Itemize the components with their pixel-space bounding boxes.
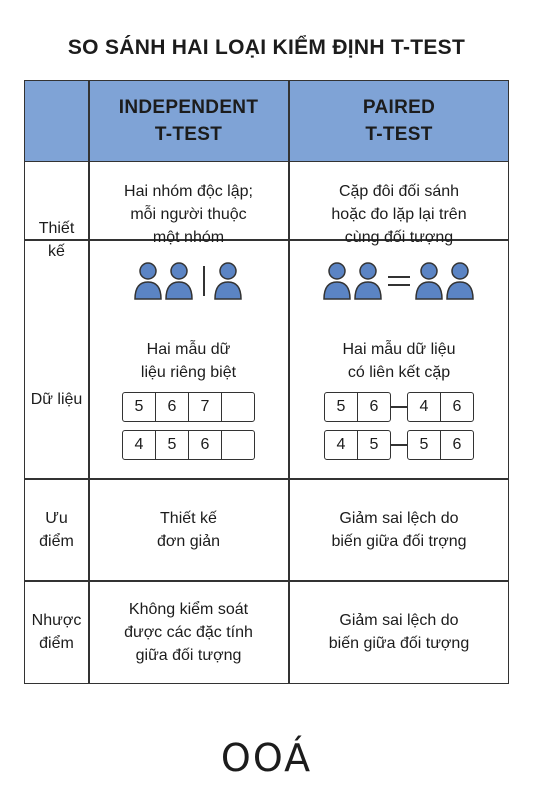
value-box: 4 — [123, 431, 156, 459]
value-box — [222, 431, 254, 459]
person-pair-icon — [133, 261, 195, 301]
advantages-paired: Giảm sai lệch do biến giữa đối trợng — [331, 509, 467, 550]
value-box: 6 — [369, 398, 379, 415]
design-paired-text: Cặp đôi đối sánh hoặc đo lặp lại trên cùng đối tượng — [331, 182, 467, 246]
pair-link-icon — [391, 406, 407, 408]
value-box: 7 — [189, 393, 222, 421]
value-box: 5 — [156, 431, 189, 459]
data-paired-text: Hai mẫu dữ liệu có liên kết cặp — [342, 341, 456, 381]
header-independent — [89, 81, 288, 161]
paired-sample-row-1 — [324, 392, 474, 422]
value-box: 6 — [452, 436, 462, 453]
row-label-design: Thiết kế — [38, 220, 75, 260]
page-title: SO SÁNH HAI LOẠI KIỂM ĐỊNH T-TEST — [67, 36, 466, 59]
row-label-data: Dữ liệu — [30, 390, 83, 408]
value-box: 5 — [123, 393, 156, 421]
header-paired-label: PAIRED T-TEST — [362, 97, 436, 145]
person-icon — [213, 261, 244, 301]
row-label-disadvantages: Nhược điểm — [31, 612, 82, 652]
footer-logo-text: OOÁ — [220, 736, 313, 780]
value-box: 5 — [369, 436, 379, 453]
divider-icon — [203, 266, 205, 296]
value-box: 5 — [408, 431, 441, 459]
value-box: 6 — [189, 431, 222, 459]
value-box: 6 — [452, 398, 462, 415]
value-box: 4 — [325, 431, 358, 459]
header-paired — [290, 81, 508, 161]
advantages-independent: Thiết kế đơn giản — [157, 509, 220, 550]
paired-sample-row-2 — [324, 430, 474, 460]
value-box: 6 — [156, 393, 189, 421]
comparison-table — [24, 80, 509, 684]
design-paired — [290, 161, 508, 319]
value-box: 4 — [408, 393, 441, 421]
disadvantages-paired: Giảm sai lệch do biến giữa đối tượng — [328, 612, 470, 652]
data-independent — [89, 320, 288, 478]
independent-sample-1 — [122, 392, 255, 422]
equals-icon — [388, 276, 410, 286]
design-independent — [89, 161, 288, 319]
value-box: 5 — [325, 393, 358, 421]
paired-groups-icon — [322, 261, 476, 301]
value-box — [222, 393, 254, 421]
header-independent-label: INDEPENDENT T-TEST — [118, 97, 259, 145]
data-independent-text: Hai mẫu dữ liệu riêng biệt — [140, 341, 237, 381]
disadvantages-independent: Không kiểm soát được các đặc tính giữa đối tượng — [124, 600, 253, 664]
independent-groups-icon — [133, 261, 244, 301]
data-paired — [290, 320, 508, 478]
person-pair-icon — [414, 261, 476, 301]
independent-sample-2 — [122, 430, 255, 460]
pair-link-icon — [391, 444, 407, 446]
row-label-advantages: Ưu điểm — [39, 509, 74, 550]
person-pair-icon — [322, 261, 384, 301]
design-independent-text: Hai nhóm độc lập; mỗi người thuộc một nhóm — [124, 182, 253, 246]
